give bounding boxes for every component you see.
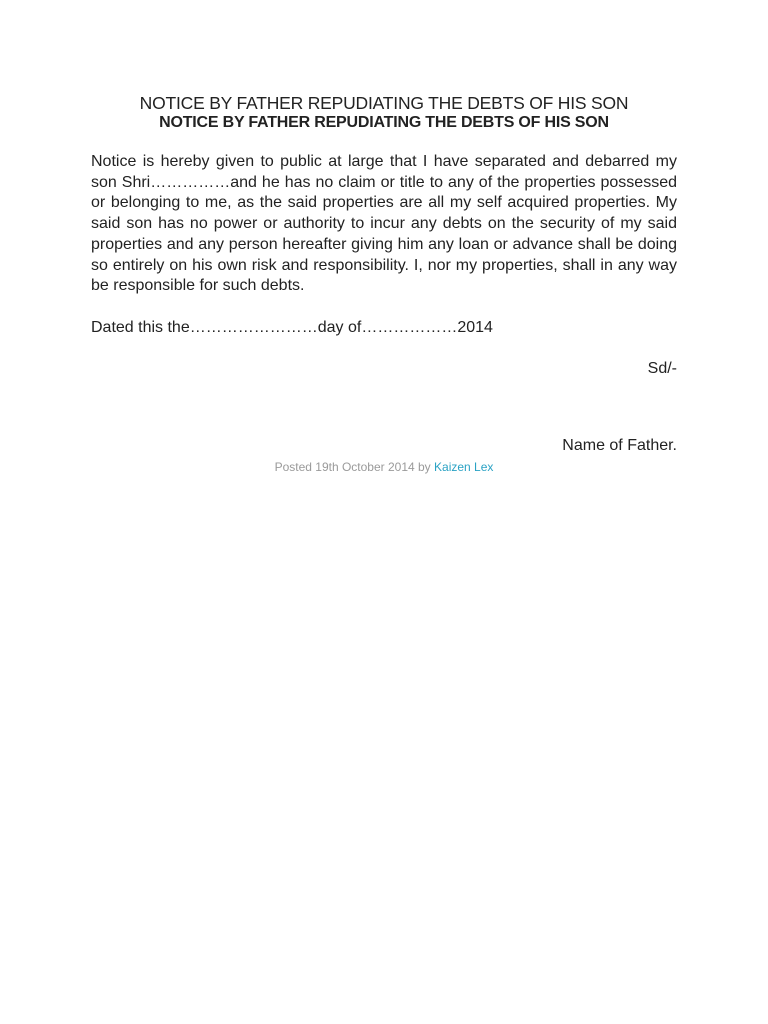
notice-heading: NOTICE BY FATHER REPUDIATING THE DEBTS OF HIS SON	[159, 114, 609, 131]
dated-line: Dated this the……………………day of………………2014	[91, 318, 493, 336]
notice-document	[91, 92, 677, 475]
post-meta	[91, 459, 677, 475]
notice-paragraph: Notice is hereby given to public at large that I have separated and debarred my son Shri……………and he has no claim or title to any of the properties possessed or belonging to me, as the said properties are all my self acquired properties. My said son has no power or authority to incur any debts on the security of my said properties and any person hereafter giving him any loan or advance shall be doing so entirely on his own risk and responsibility. I, nor my properties, shall in any way be responsible for such debts.	[91, 153, 677, 295]
name-of-father: Name of Father.	[562, 436, 677, 454]
posted-date-text: Posted 19th October 2014 by	[274, 459, 435, 474]
page-title: NOTICE BY FATHER REPUDIATING THE DEBTS OF HIS SON	[139, 93, 629, 113]
signature-line: Sd/-	[647, 359, 677, 377]
author-link[interactable]: Kaizen Lex	[434, 459, 494, 474]
